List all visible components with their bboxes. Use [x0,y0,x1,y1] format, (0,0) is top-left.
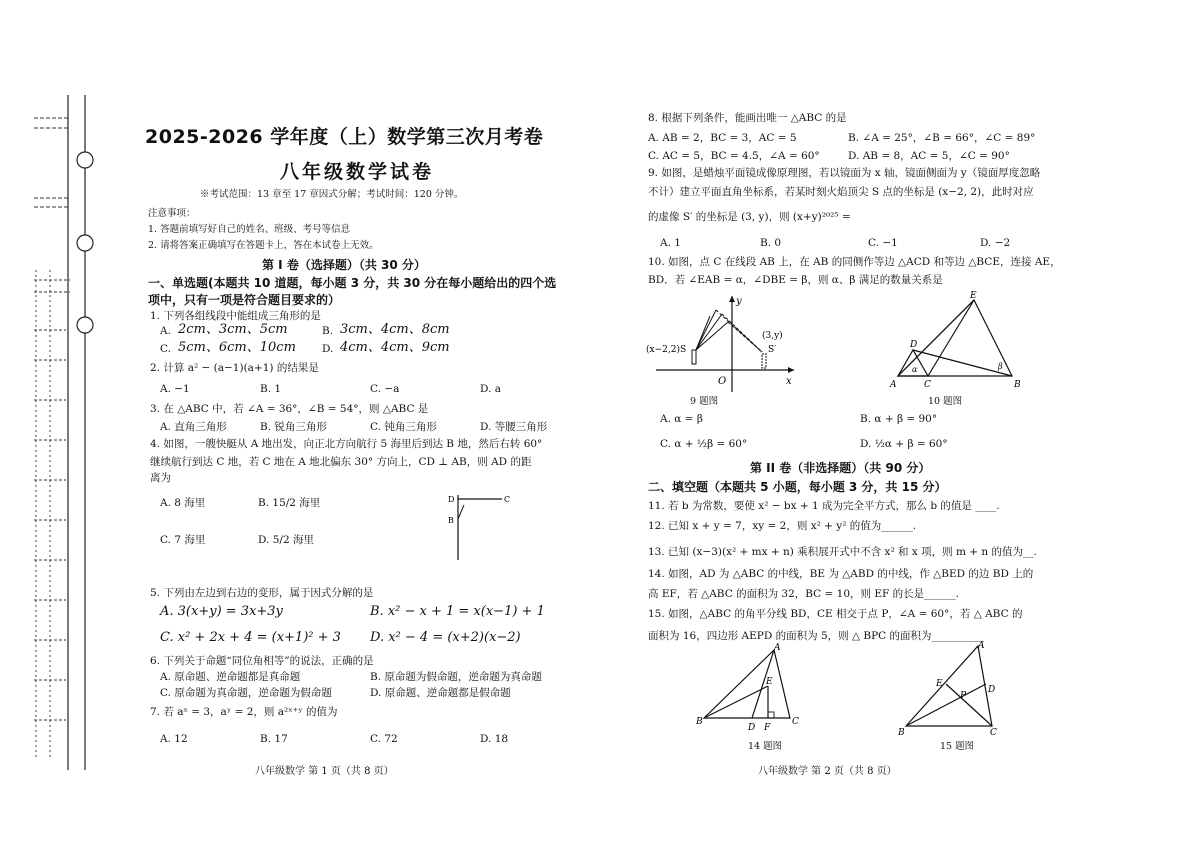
q15-line-2: 面积为 16，四边形 AEPD 的面积为 5，则 △ BPC 的面积为__________ [648,630,985,642]
q10-option-b: B. α + β = 90° [860,413,938,425]
q4-option-b: B. 15/2 海里 [258,497,321,509]
figure-10-caption: 10 题图 [928,396,963,407]
q4-line-2: 继续航行到达 C 地，若 C 地在 A 地北偏东 30° 方向上，CD ⊥ AB，则 AD 的距 [150,456,532,468]
q6-option-c: C. 原命题为真命题，逆命题为假命题 [160,687,332,699]
q5-option-c: C. x² + 2x + 4 = (x+1)² + 3 [160,630,341,645]
figure-9-caption: 9 题图 [690,396,719,407]
f9-label-x: x [786,376,792,387]
figure-14-caption: 14 题图 [748,741,783,752]
q9-option-b: B. 0 [760,237,782,249]
q5-option-b: B. x² − x + 1 = x(x−1) + 1 [370,604,545,619]
footer-page-2: 八年级数学 第 2 页（共 8 页） [758,766,897,777]
f15-label-c: C [990,728,997,736]
notice-1: 1. 答题前填写好自己的姓名、班级、考号等信息 [148,224,351,235]
q7-stem: 7. 若 aˣ = 3，aʸ = 2，则 a²ˣ⁺ʸ 的值为 [150,706,338,718]
q14-line-2: 高 EF，若 △ABC 的面积为 32，BC = 10，则 EF 的长是______. [648,588,960,600]
f10-label-c: C [924,380,931,390]
q7-option-c: C. 72 [370,733,398,745]
q2-option-b: B. 1 [260,383,282,395]
q15-line-1: 15. 如图，△ABC 的角平分线 BD，CE 相交于点 P，∠A = 60°，若 △ ABC 的 [648,608,1023,620]
section2-title: 二、填空题（本题共 5 小题，每小题 3 分，共 15 分） [648,480,947,494]
binding-hole [77,235,93,251]
q6-option-b: B. 原命题为假命题，逆命题为真命题 [370,671,542,683]
q2-option-c: C. −a [370,383,400,395]
section1-title-b: 项中，只有一项是符合题目要求的） [148,293,341,307]
figure-14 [694,642,804,732]
q3-stem: 3. 在 △ABC 中，若 ∠A = 36°，∠B = 54°，则 △ABC 是 [150,403,429,415]
q12-stem: 12. 已知 x + y = 7，xy = 2，则 x² + y² 的值为______. [648,520,917,532]
figure-9 [644,292,804,396]
f9-label-sp: (3,y) [762,331,783,341]
q3-option-c: C. 钝角三角形 [370,421,437,433]
q6-option-d: D. 原命题、逆命题都是假命题 [370,687,511,699]
q4-option-c: C. 7 海里 [160,534,206,546]
q10-line-1: 10. 如图，点 C 在线段 AB 上，在 AB 的同侧作等边 △ACD 和等边 △BCE，连接 AE， [648,256,1061,268]
f10-label-a: A [890,380,897,390]
f15-label-b: B [898,728,905,736]
f14-label-a: A [774,643,781,653]
binding-hole [77,152,93,168]
q4-label-d: D [448,495,455,504]
f14-label-c: C [792,717,799,727]
q4-line-3: 离为 [150,472,171,484]
exam-title: 2025-2026 学年度（上）数学第三次月考卷 [145,126,544,148]
q9-option-c: C. −1 [868,237,898,249]
q9-line-1: 9. 如图，是蜡烛平面镜成像原理图，若以镜面为 x 轴，镜面侧面为 y（镜面厚度忽略 [648,167,1041,179]
q3-option-a: A. 直角三角形 [160,421,227,433]
q10-line-2: BD．若 ∠EAB = α，∠DBE = β，则 α、β 满足的数量关系是 [648,274,943,286]
notice-2: 2. 请将答案正确填写在答题卡上，答在本试卷上无效。 [148,240,379,251]
q6-stem: 6. 下列关于命题“同位角相等”的说法，正确的是 [150,655,374,667]
q9-line-2: 不计）建立平面直角坐标系，若某时刻火焰顶尖 S 点的坐标是 (x−2, 2)，此时对应 [648,186,1034,198]
q2-stem: 2. 计算 a² − (a−1)(a+1) 的结果是 [150,362,319,374]
q10-option-d: D. ½α + β = 60° [860,438,948,450]
q4-option-a: A. 8 海里 [160,497,206,509]
q5-option-a: A. 3(x+y) = 3x+3y [160,604,283,619]
q5-option-d: D. x² − 4 = (x+2)(x−2) [370,630,521,645]
q1-option-d: 4cm、4cm、9cm [340,340,450,355]
figure-15-caption: 15 题图 [940,741,975,752]
q13-stem: 13. 已知 (x−3)(x² + mx + n) 乘积展开式中不含 x² 和 x 项，则 m + n 的值为__. [648,546,1037,558]
q5-stem: 5. 下列由左边到右边的变形，属于因式分解的是 [150,587,374,599]
f10-label-e: E [970,291,977,301]
q8-option-c: C. AC = 5，BC = 4.5，∠A = 60° [648,150,820,162]
q1-stem: 1. 下列各组线段中能组成三角形的是 [150,310,321,322]
q2-option-d: D. a [480,383,501,395]
q1-option-b: 3cm、4cm、8cm [340,322,450,337]
f15-label-a: A [978,641,985,651]
q1-label-b: B. [322,325,334,337]
q3-option-b: B. 锐角三角形 [260,421,327,433]
f10-label-alpha: α [912,365,918,374]
f15-label-p: P [960,691,967,701]
q8-option-d: D. AB = 8，AC = 5，∠C = 90° [848,150,1010,162]
f10-label-d: D [910,340,918,350]
exam-subtitle: 八年级数学试卷 [280,161,435,183]
q14-line-1: 14. 如图，AD 为 △ABC 的中线，BE 为 △ABD 的中线，作 △BED 的边 BD 上的 [648,568,1034,580]
binding-margin [0,0,140,849]
f10-label-b: B [1014,380,1021,390]
q8-stem: 8. 根据下列条件，能画出唯一 △ABC 的是 [648,112,847,124]
q4-line-1: 4. 如图，一艘快艇从 A 地出发，向正北方向航行 5 海里后到达 B 地，然后右转 60° [150,438,543,450]
q4-label-c: C [504,495,511,504]
f15-label-d: D [988,685,996,695]
q11-stem: 11. 若 b 为常数，要使 x² − bx + 1 成为完全平方式，那么 b 的值是 ____. [648,500,1000,512]
dashed-answer-lines [34,118,70,720]
q8-option-b: B. ∠A = 25°，∠B = 66°，∠C = 89° [848,132,1036,144]
footer-page-1: 八年级数学 第 1 页（共 8 页） [255,766,394,777]
q1-label-a: A. [160,325,171,337]
q10-option-c: C. α + ½β = 60° [660,438,748,450]
q9-line-3: 的虚像 S′ 的坐标是 (3, y)，则 (x+y)²⁰²⁵ = [648,211,851,223]
figure-15 [896,640,1006,736]
q1-label-c: C. [160,343,171,355]
figure-10 [884,288,1034,392]
q4-label-b: B [448,516,454,525]
q8-option-a: A. AB = 2，BC = 3，AC = 5 [648,132,797,144]
f14-label-f: F [764,723,771,732]
f9-label-sp2: S′ [768,345,777,355]
q1-option-c: 5cm、6cm、10cm [178,340,296,355]
q7-option-d: D. 18 [480,733,509,745]
exam-scope: ※考试范围：13 章至 17 章因式分解；考试时间：120 分钟。 [200,189,464,200]
q6-option-a: A. 原命题、逆命题都是真命题 [160,671,301,683]
f9-label-o: O [718,376,727,387]
q7-option-b: B. 17 [260,733,288,745]
f14-label-d: D [748,723,756,732]
q1-label-d: D. [322,343,334,355]
q9-option-d: D. −2 [980,237,1011,249]
part2-title: 第 II 卷（非选择题）（共 90 分） [750,461,931,475]
f10-label-beta: β [998,362,1003,371]
f9-label-s: (x−2,2)S [646,345,687,355]
q1-option-a: 2cm、3cm、5cm [178,322,288,337]
f9-label-y: y [736,296,742,307]
f15-label-e: E [936,679,943,689]
binding-hole [77,317,93,333]
q2-option-a: A. −1 [160,383,190,395]
f14-label-b: B [696,717,703,727]
q10-option-a: A. α = β [660,413,703,425]
section1-title-a: 一、单选题(本题共 10 道题，每小题 3 分，共 30 分在每小题给出的四个选 [148,276,557,290]
q9-option-a: A. 1 [660,237,681,249]
q4-option-d: D. 5/2 海里 [258,534,314,546]
part1-title: 第 I 卷（选择题）（共 30 分） [262,258,426,272]
q4-figure [440,485,520,565]
q3-option-d: D. 等腰三角形 [480,421,548,433]
f14-label-e: E [766,677,773,687]
q7-option-a: A. 12 [160,733,188,745]
notice-title: 注意事项： [148,208,196,219]
